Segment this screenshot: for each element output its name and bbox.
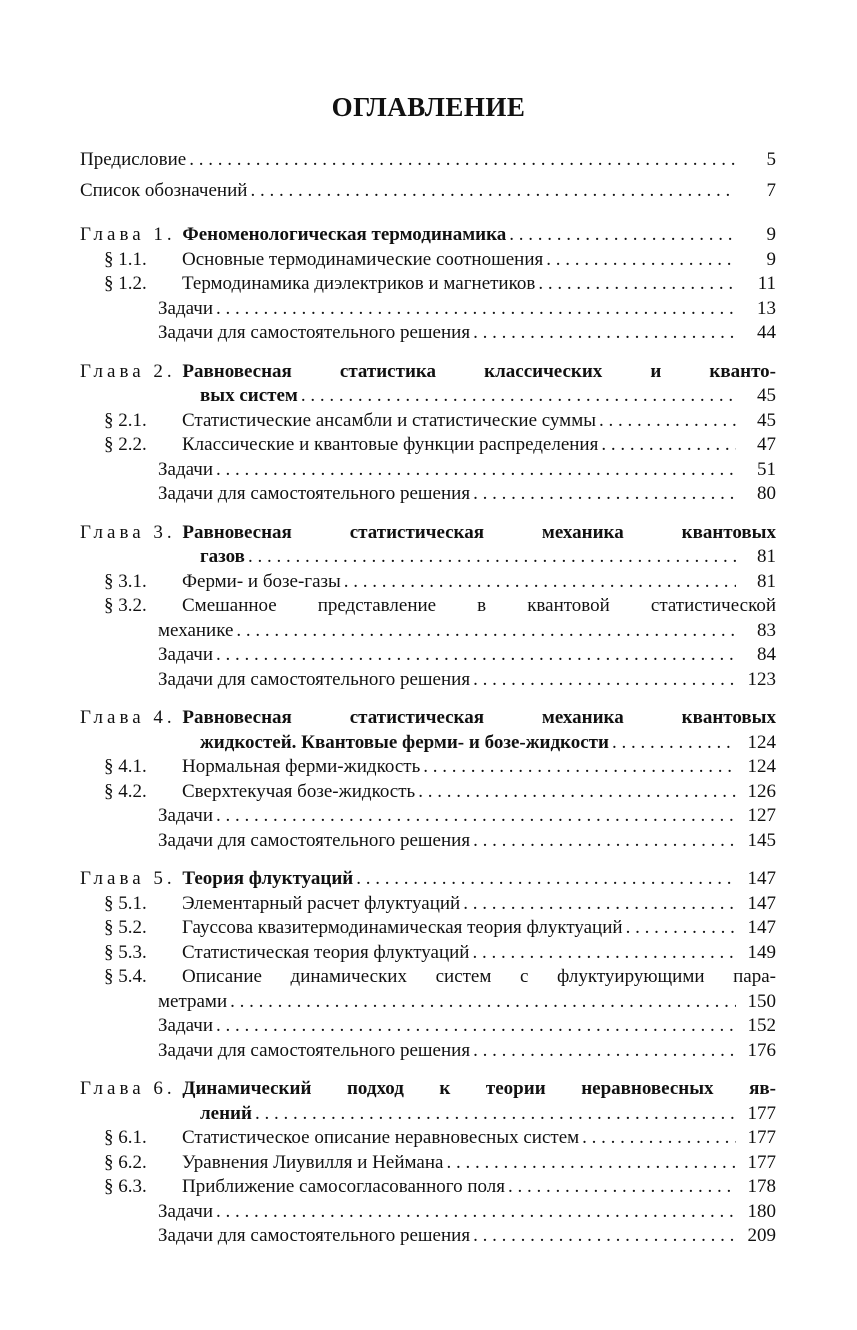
section-title: Сверхтекучая бозе-жидкость [182, 780, 416, 802]
chapter-title: Равновесная статистическая механика квантовых [182, 707, 776, 728]
chapter-heading [80, 521, 776, 546]
section-entry [80, 755, 776, 780]
section-number: § 1.2. [104, 273, 147, 294]
section-title: Классические и квантовые функции распределения [182, 434, 599, 455]
chapter-title: вых систем [200, 385, 298, 406]
page-number: 81 [757, 570, 776, 592]
page-number: 147 [747, 917, 776, 938]
entry-label: Задачи [158, 458, 214, 480]
page-number: 177 [747, 1151, 776, 1173]
dot-leader [250, 179, 736, 204]
self-tasks-entry [80, 829, 776, 854]
entry-label: Задачи для самостоятельного решения [158, 322, 471, 343]
dot-leader [230, 990, 736, 1015]
self-tasks-entry [80, 321, 776, 346]
chapter-number: Глава 6. [80, 1078, 176, 1099]
dot-leader [216, 458, 736, 483]
section-title: механике [158, 619, 234, 641]
entry-label: Задачи [158, 1015, 214, 1036]
dot-leader [509, 223, 736, 248]
page-number: 178 [747, 1176, 776, 1197]
section-number: § 5.2. [104, 917, 147, 938]
page-number: 47 [757, 434, 776, 455]
section-entry [80, 965, 776, 990]
dot-leader [216, 804, 736, 829]
page-number: 152 [747, 1015, 776, 1036]
page-number: 124 [747, 731, 776, 753]
chapter-heading [80, 223, 776, 248]
dot-leader [463, 892, 736, 917]
entry-label: Задачи [158, 297, 214, 319]
tasks-entry [80, 1200, 776, 1225]
chapter-heading-continuation [80, 384, 776, 409]
dot-leader [473, 1039, 736, 1064]
page-number: 83 [757, 619, 776, 641]
chapter-heading-continuation [80, 731, 776, 756]
section-title: Статистические ансамбли и статистические суммы [182, 409, 596, 431]
page-number: 9 [766, 224, 776, 245]
dot-leader [236, 619, 736, 644]
section-entry [80, 1151, 776, 1176]
page-number: 81 [757, 546, 776, 567]
self-tasks-entry [80, 1039, 776, 1064]
section-number: § 4.1. [104, 756, 147, 777]
entry-label: Задачи для самостоятельного решения [158, 1225, 471, 1246]
section-title: Термодинамика диэлектриков и магнетиков [182, 273, 536, 294]
page-number: 124 [747, 756, 776, 777]
dot-leader [473, 321, 736, 346]
section-title: Нормальная ферми-жидкость [182, 756, 421, 777]
section-entry [80, 594, 776, 619]
chapter-heading [80, 360, 776, 385]
dot-leader [538, 272, 736, 297]
tasks-entry [80, 297, 776, 322]
section-entry-continuation [80, 619, 776, 644]
section-title: Уравнения Лиувилля и Неймана [182, 1151, 444, 1173]
section-title: Основные термодинамические соотношения [182, 248, 544, 270]
chapter-title: Динамический подход к теории неравновесных яв- [182, 1078, 776, 1099]
section-number: § 2.2. [104, 434, 147, 455]
section-title: Ферми- и бозе-газы [182, 570, 341, 592]
chapter-heading [80, 1077, 776, 1102]
section-entry [80, 433, 776, 458]
page-number: 45 [757, 385, 776, 406]
section-number: § 4.2. [104, 780, 147, 802]
entry-label: Задачи [158, 1200, 214, 1222]
entry-label: Предисловие [80, 149, 187, 170]
chapter-number: Глава 2. [80, 360, 176, 382]
chapter-number: Глава 5. [80, 868, 176, 889]
page-number: 127 [747, 805, 776, 826]
dot-leader [472, 941, 736, 966]
chapter-title: Равновесная статистика классических и кванто- [182, 360, 776, 382]
section-number: § 5.3. [104, 941, 147, 963]
section-title: Статистическое описание неравновесных систем [182, 1127, 580, 1148]
self-tasks-entry [80, 1224, 776, 1249]
spacer [80, 346, 776, 360]
page-number: 176 [747, 1039, 776, 1061]
section-entry [80, 1126, 776, 1151]
page-number: 209 [747, 1225, 776, 1246]
entry-label: Задачи для самостоятельного решения [158, 1039, 471, 1061]
page-number: 147 [747, 868, 776, 889]
spacer [80, 853, 776, 867]
section-entry [80, 780, 776, 805]
section-number: § 5.1. [104, 892, 147, 914]
tasks-entry [80, 643, 776, 668]
spacer [80, 209, 776, 223]
chapter-heading-continuation [80, 545, 776, 570]
chapter-title: Равновесная статистическая механика квантовых [182, 521, 776, 543]
page-number: 149 [747, 941, 776, 963]
section-number: § 6.2. [104, 1151, 147, 1173]
entry-label: Задачи для самостоятельного решения [158, 829, 471, 851]
chapter-title: лений [200, 1102, 252, 1124]
section-number: § 2.1. [104, 409, 147, 431]
dot-leader [423, 755, 736, 780]
section-title: Статистическая теория флуктуаций [182, 941, 470, 963]
page-number: 45 [757, 409, 776, 431]
dot-leader [216, 297, 736, 322]
chapter-title: Теория флуктуаций [182, 868, 354, 889]
section-title: Описание динамических систем с флуктуирующими пара- [182, 966, 776, 987]
tasks-entry [80, 804, 776, 829]
dot-leader [344, 570, 736, 595]
tasks-entry [80, 458, 776, 483]
section-number: § 3.1. [104, 570, 147, 592]
section-number: § 3.2. [104, 595, 147, 616]
page-number: 11 [757, 273, 776, 294]
self-tasks-entry [80, 482, 776, 507]
page-title: ОГЛАВЛЕНИЕ [331, 92, 526, 122]
page-number: 7 [766, 179, 776, 201]
page-number: 126 [747, 780, 776, 802]
dot-leader [473, 482, 736, 507]
dot-leader [189, 148, 736, 173]
page-number: 9 [766, 248, 776, 270]
entry-label: Задачи [158, 805, 214, 826]
section-number: § 6.3. [104, 1176, 147, 1197]
dot-leader [216, 643, 736, 668]
page-number: 80 [757, 483, 776, 504]
chapter-title: жидкостей. Квантовые ферми- и бозе-жидкости [200, 731, 609, 753]
chapter-number: Глава 4. [80, 707, 176, 728]
section-entry [80, 409, 776, 434]
table-of-contents [80, 148, 776, 1249]
dot-leader [612, 731, 736, 756]
dot-leader [473, 1224, 736, 1249]
dot-leader [473, 829, 736, 854]
section-entry [80, 916, 776, 941]
dot-leader [446, 1151, 736, 1176]
dot-leader [248, 545, 736, 570]
spacer [80, 692, 776, 706]
self-tasks-entry [80, 668, 776, 693]
section-number: § 5.4. [104, 966, 147, 987]
dot-leader [473, 668, 736, 693]
section-entry [80, 248, 776, 273]
tasks-entry [80, 1014, 776, 1039]
dot-leader [418, 780, 736, 805]
page-number: 145 [747, 829, 776, 851]
page-number: 177 [747, 1102, 776, 1124]
section-entry [80, 272, 776, 297]
spacer [80, 507, 776, 521]
chapter-title: газов [200, 546, 245, 567]
dot-leader [255, 1102, 736, 1127]
page-number: 44 [757, 322, 776, 343]
chapter-heading [80, 867, 776, 892]
page-number: 180 [747, 1200, 776, 1222]
page-number: 5 [766, 149, 776, 170]
entry-label: Задачи для самостоятельного решения [158, 483, 471, 504]
dot-leader [301, 384, 736, 409]
dot-leader [216, 1014, 736, 1039]
page-number: 51 [757, 458, 776, 480]
toc-front-entry [80, 179, 776, 204]
section-number: § 1.1. [104, 248, 147, 270]
section-title: Смешанное представление в квантовой статистической [182, 595, 776, 616]
page-number: 13 [757, 297, 776, 319]
dot-leader [601, 433, 736, 458]
section-entry-continuation [80, 990, 776, 1015]
dot-leader [599, 409, 736, 434]
dot-leader [356, 867, 736, 892]
page-number: 123 [747, 668, 776, 690]
toc-front-entry [80, 148, 776, 173]
entry-label: Список обозначений [80, 179, 248, 201]
section-entry [80, 570, 776, 595]
section-entry [80, 941, 776, 966]
section-title: Приближение самосогласованного поля [182, 1176, 505, 1197]
entry-label: Задачи [158, 644, 214, 665]
dot-leader [546, 248, 736, 273]
section-title: Гауссова квазитермодинамическая теория флуктуаций [182, 917, 623, 938]
dot-leader [216, 1200, 736, 1225]
dot-leader [508, 1175, 736, 1200]
chapter-number: Глава 1. [80, 224, 176, 245]
dot-leader [626, 916, 736, 941]
page-number: 150 [747, 990, 776, 1012]
entry-label: Задачи для самостоятельного решения [158, 668, 471, 690]
spacer [80, 1063, 776, 1077]
page-number: 177 [747, 1127, 776, 1148]
chapter-heading [80, 706, 776, 731]
dot-leader [582, 1126, 736, 1151]
section-entry [80, 892, 776, 917]
chapter-number: Глава 3. [80, 521, 176, 543]
page-number: 84 [757, 644, 776, 665]
chapter-heading-continuation [80, 1102, 776, 1127]
section-entry [80, 1175, 776, 1200]
section-title: Элементарный расчет флуктуаций [182, 892, 461, 914]
page-number: 147 [747, 892, 776, 914]
chapter-title: Феноменологическая термодинамика [182, 224, 507, 245]
section-title: метрами [158, 990, 228, 1012]
section-number: § 6.1. [104, 1127, 147, 1148]
